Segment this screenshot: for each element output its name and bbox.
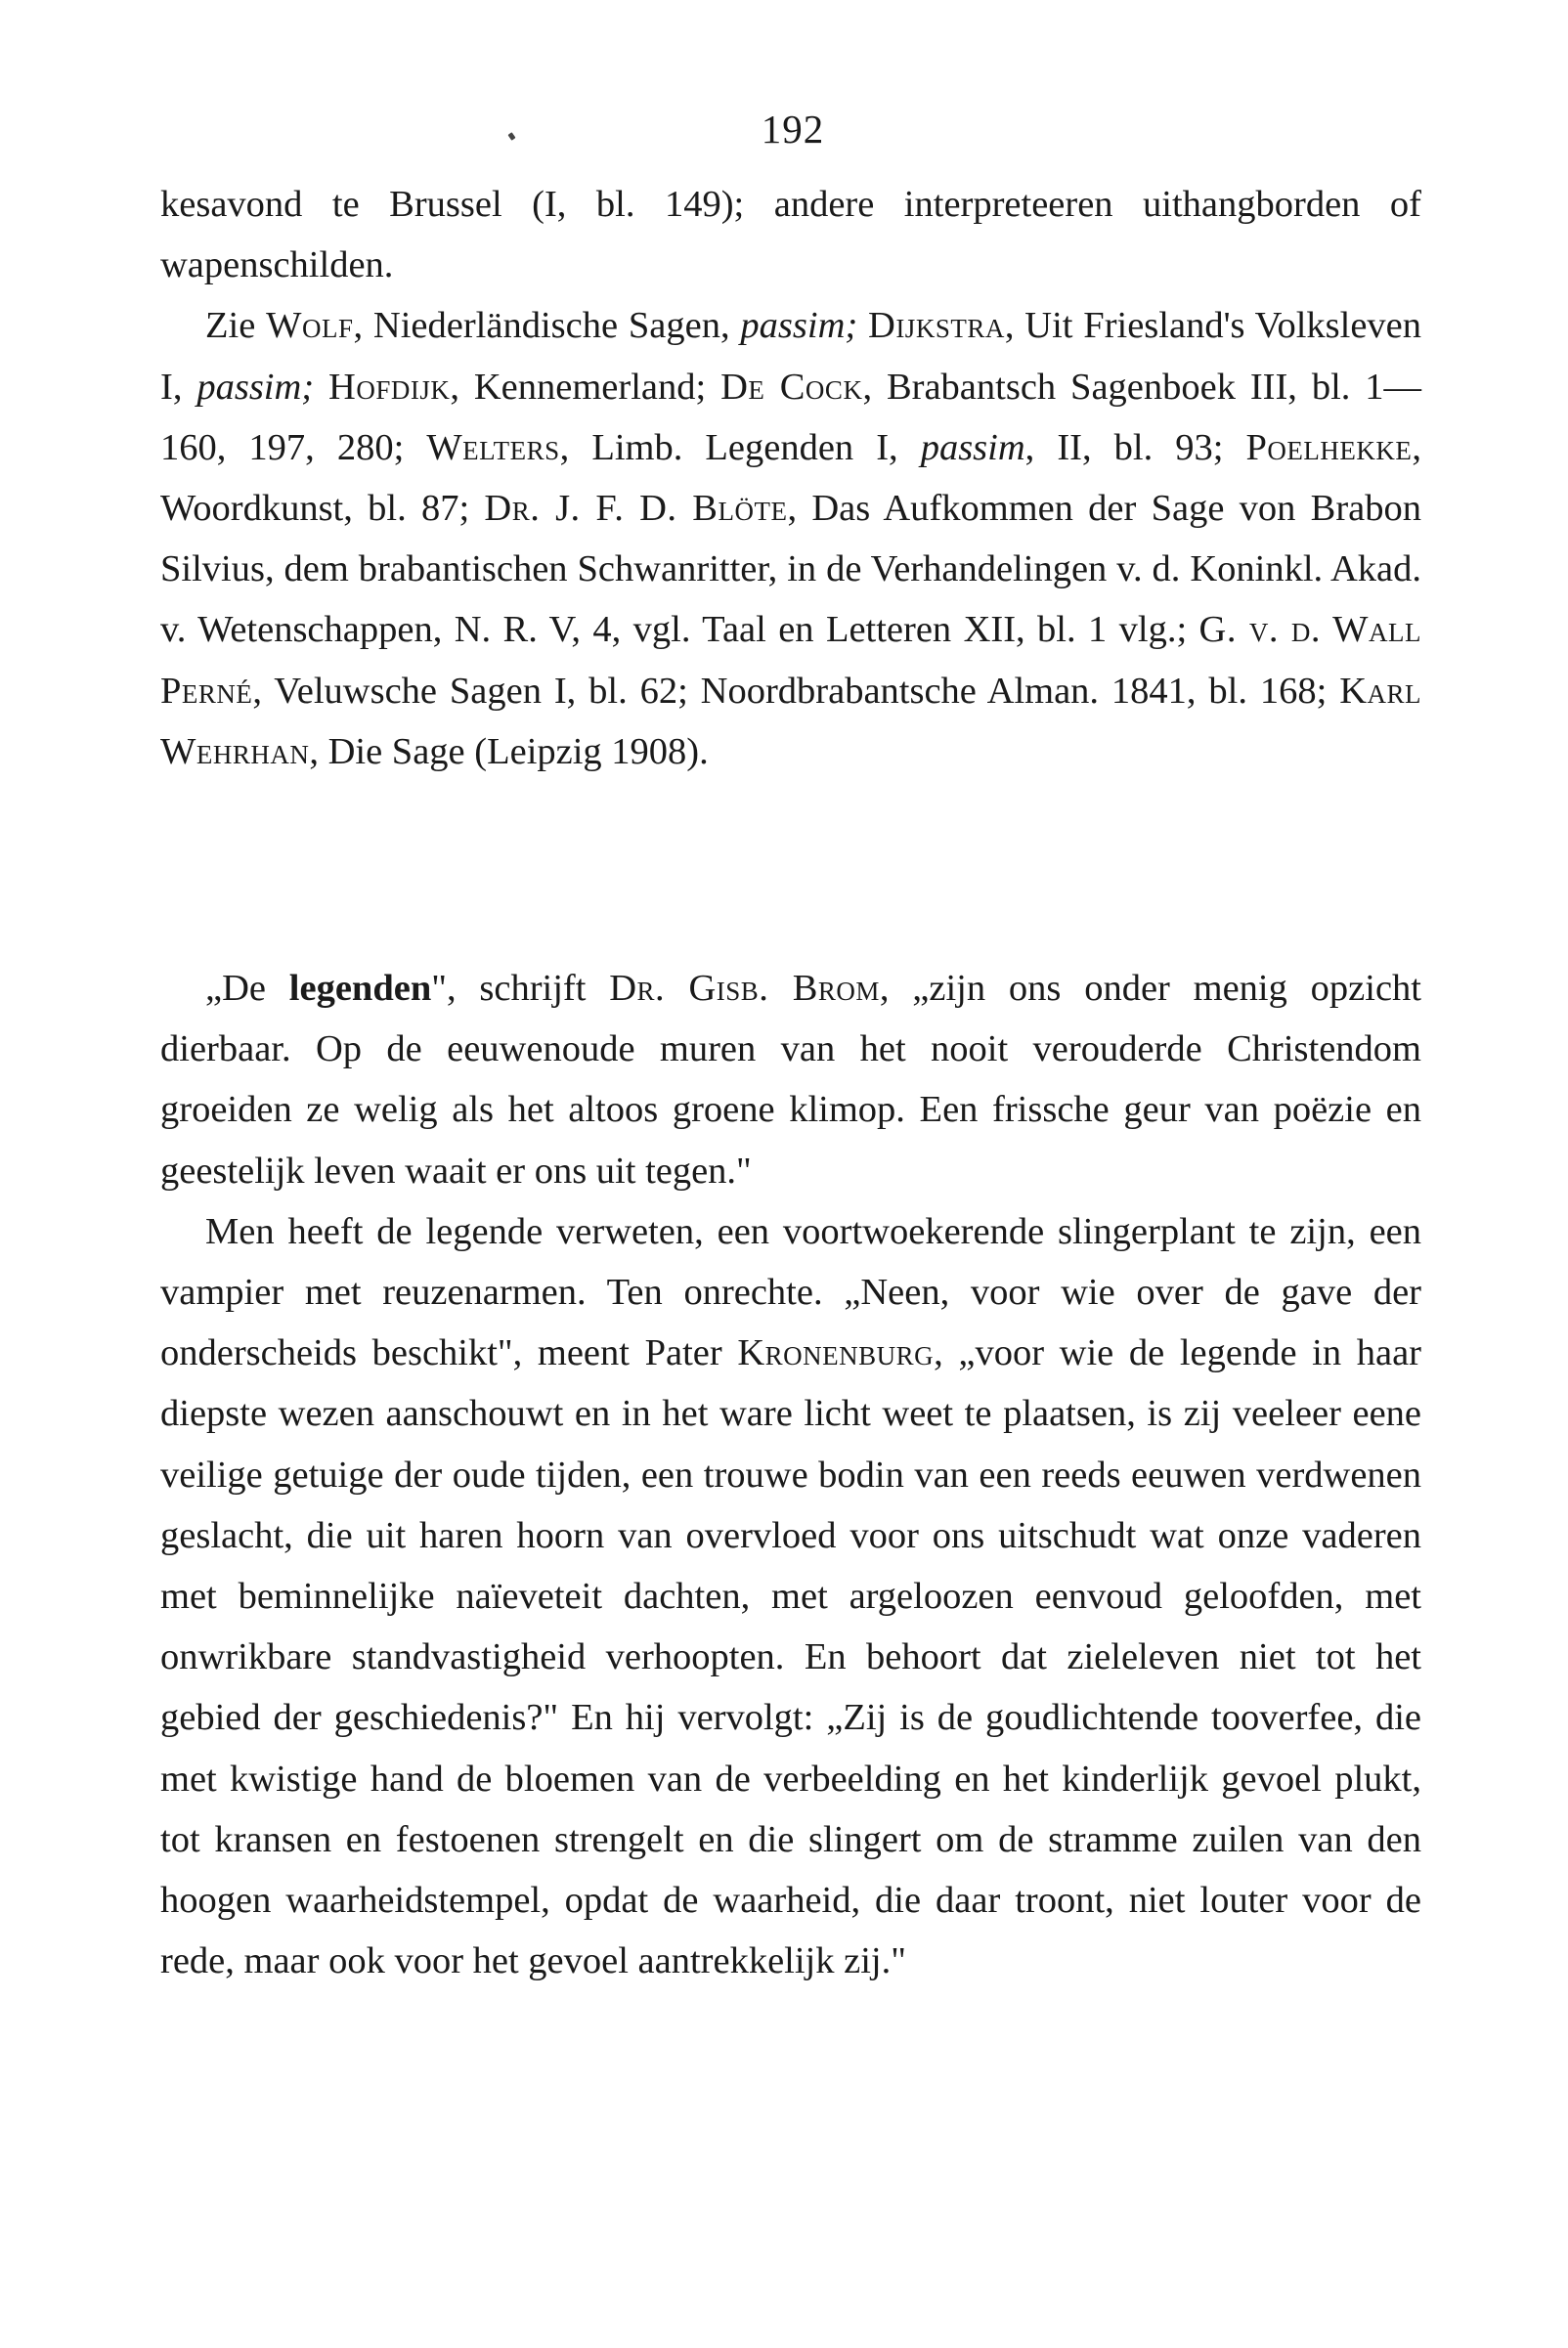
text-run: Men heeft de legende verweten, een voortwoekerende slingerplant te zijn, een vampier met reuzenarmen. Ten onrechte. „Neen, voor wie over de gave der onderscheids beschikt", meent Pater (160, 1210, 1421, 1374)
text-run: „De (205, 968, 289, 1009)
text-run: , Die Sage (Leipzig 1908). (309, 730, 709, 772)
author-name: Dijkstra (868, 305, 1005, 347)
bold-keyword: legenden (288, 968, 432, 1009)
text-run: , Das Aufkommen der Sage von Brabon Silvius, dem brabantischen Schwanritter, in de Verhandelingen v. d. Koninkl. Akad. v. Wetenschappen, N. R. V, 4, vgl. Taal en Letteren XII, bl. 1 vlg.; (160, 488, 1421, 651)
author-name: De Cock (720, 366, 863, 408)
text-run: , Veluwsche Sagen I, bl. 62; Noordbrabantsche Alman. 1841, bl. 168; (252, 670, 1340, 712)
author-name: Welters (426, 426, 560, 468)
text-run: , Kennemerland; (450, 366, 721, 408)
text-run: , „zijn ons onder menig opzicht dierbaar. Op de eeuwenoude muren van het nooit verouderde Christendom groeiden ze welig als het altoos groene klimop. Een frissche geur van poëzie en geestelijk leven waait er ons uit tegen." (160, 968, 1421, 1192)
text-run: , Limb. Legenden I, (559, 426, 921, 468)
author-name: Karl Wehrhan (160, 670, 1421, 772)
author-name: Poelhekke (1245, 426, 1413, 468)
author-name: Dr. Gisb. Brom (609, 968, 880, 1009)
kronenburg-quote-paragraph (160, 1201, 1421, 1992)
page-number: 192 (761, 107, 825, 152)
text-run (857, 305, 868, 346)
text-run: , Woordkunst, bl. 87; (160, 426, 1421, 530)
text-run: , „voor wie de legende in haar diepste wezen aanschouwt en in het ware licht weet te plaatsen, is zij veeleer eene veilige getuige der oude tijden, een trouwe bodin van een reeds eeuwen verdwenen geslacht, die uit haren hoorn van overvloed voor ons uitschudt wat onze vaderen met beminnelijke naïeveteit dachten, met argeloozen eenvoud geloofden, met onwrikbare standvastigheid verhoopten. En behoort dat zieleleven niet tot het gebied der geschiedenis?" En hij vervolgt: „Zij is de goudlichtende tooverfee, die met kwistige hand de bloemen van de verbeelding en het kinderlijk gevoel plukt, tot kransen en festoenen strengelt en die slingert om de stramme zuilen van den hoogen waarheidstempel, opdat de waarheid, die daar troont, niet louter voor de rede, maar ook voor het gevoel aantrekkelijk zij." (160, 1332, 1421, 1982)
italic-term: passim; (196, 366, 315, 408)
text-run: , II, bl. 93; (1024, 426, 1246, 468)
text-run (314, 367, 328, 408)
text-run: ", schrijft (431, 968, 610, 1009)
author-name: G. v. d. Wall Perné (160, 609, 1421, 712)
author-name: Kronenburg (737, 1332, 935, 1374)
text-run: , Niederländische Sagen, (353, 305, 741, 347)
text-run: Zie (205, 305, 267, 347)
main-text-section (160, 958, 1421, 1991)
text-run: , Uit Friesland's Volksleven I, (160, 305, 1421, 408)
reference-continuation-paragraph: kesavond te Brussel (I, bl. 149); andere interpreteeren uithangborden of wapenschilden. (160, 184, 1421, 286)
bibliography-paragraph (160, 295, 1421, 782)
references-section (160, 174, 1421, 782)
legenden-quote-paragraph (160, 958, 1421, 1201)
italic-term: passim (920, 426, 1025, 468)
text-run: , Brabantsch Sagenboek III, bl. 1—160, 197, 280; (160, 366, 1422, 468)
author-name: Dr. J. F. D. Blöte (484, 488, 788, 530)
italic-term: passim; (740, 305, 858, 347)
author-name: Wolf (266, 305, 354, 347)
author-name: Hofdijk (328, 366, 451, 408)
